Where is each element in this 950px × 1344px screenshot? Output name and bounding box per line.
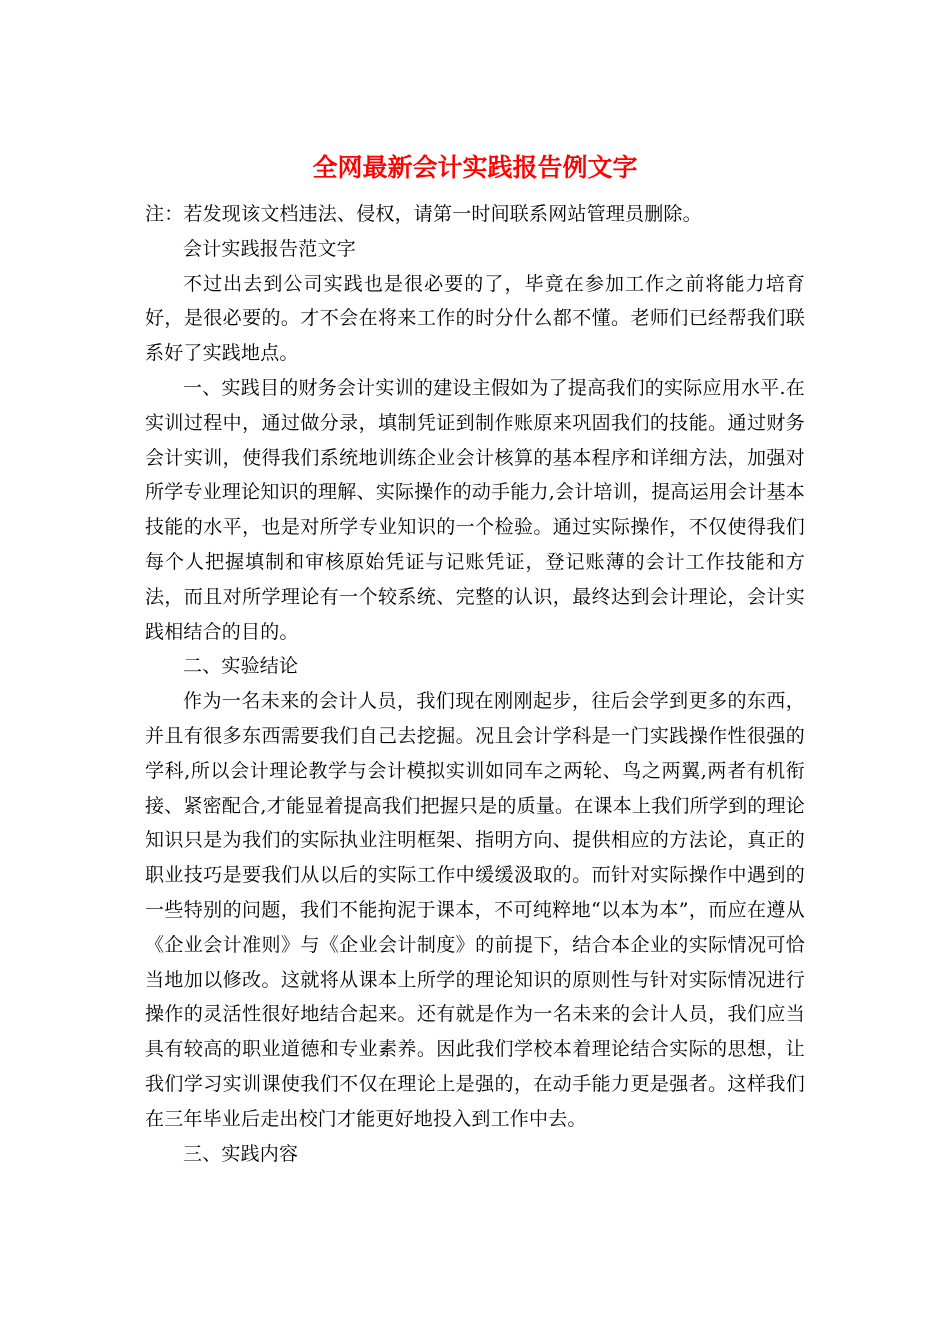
heading-section-3: 三、实践内容 (183, 1142, 299, 1165)
paragraph-subtitle: 会计实践报告范文字 (183, 237, 356, 260)
document-body (145, 197, 805, 1171)
heading-section-2: 二、实验结论 (183, 655, 299, 678)
notice-line: 注：若发现该文档违法、侵权，请第一时间联系网站管理员删除。 (145, 203, 702, 225)
document-title: 全网最新会计实践报告例文字 (312, 153, 638, 182)
paragraph-section-2: 作为一名未来的会计人员，我们现在刚刚起步，往后会学到更多的东西，并且有很多东西需要我们自己去挖掘。况且会计学科是一门实践操作性很强的学科,所以会计理论教学与会计模拟实训如同车之两轮、鸟之两翼,两者有机衔接、紧密配合,才能显着提高我们把握只是的质量。在课本上我们所学到的理论知识只是为我们的实际执业注明框架、指明方向、提供相应的方法论，真正的职业技巧是要我们从以后的实际工作中缓缓汲取的。而针对实际操作中遇到的一些特别的问题，我们不能拘泥于课本，不可纯粹地“以本为本”，而应在遵从《企业会计准则》与《企业会计制度》的前提下，结合本企业的实际情况可恰当地加以修改。这就将从课本上所学的理论知识的原则性与针对实际情况进行操作的灵活性很好地结合起来。还有就是作为一名未来的会计人员，我们应当具有较高的职业道德和专业素养。因此我们学校本着理论结合实际的思想，让我们学习实训课使我们不仅在理论上是强的，在动手能力更是强者。这样我们在三年毕业后走出校门才能更好地投入到工作中去。 (145, 690, 805, 1130)
paragraph-intro: 不过出去到公司实践也是很必要的了，毕竟在参加工作之前将能力培育好，是很必要的。才不会在将来工作的时分什么都不懂。老师们已经帮我们联系好了实践地点。 (145, 272, 805, 365)
paragraph-section-1: 一、实践目的财务会计实训的建设主假如为了提高我们的实际应用水平.在实训过程中，通过做分录，填制凭证到制作账原来巩固我们的技能。通过财务会计实训，使得我们系统地训练企业会计核算的基本程序和详细方法，加强对所学专业理论知识的理解、实际操作的动手能力,会计培训，提高运用会计基本技能的水平，也是对所学专业知识的一个检验。通过实际操作，不仅使得我们每个人把握填制和审核原始凭证与记账凭证，登记账薄的会计工作技能和方法，而且对所学理论有一个较系统、完整的认识，最终达到会计理论，会计实践相结合的目的。 (145, 376, 805, 643)
